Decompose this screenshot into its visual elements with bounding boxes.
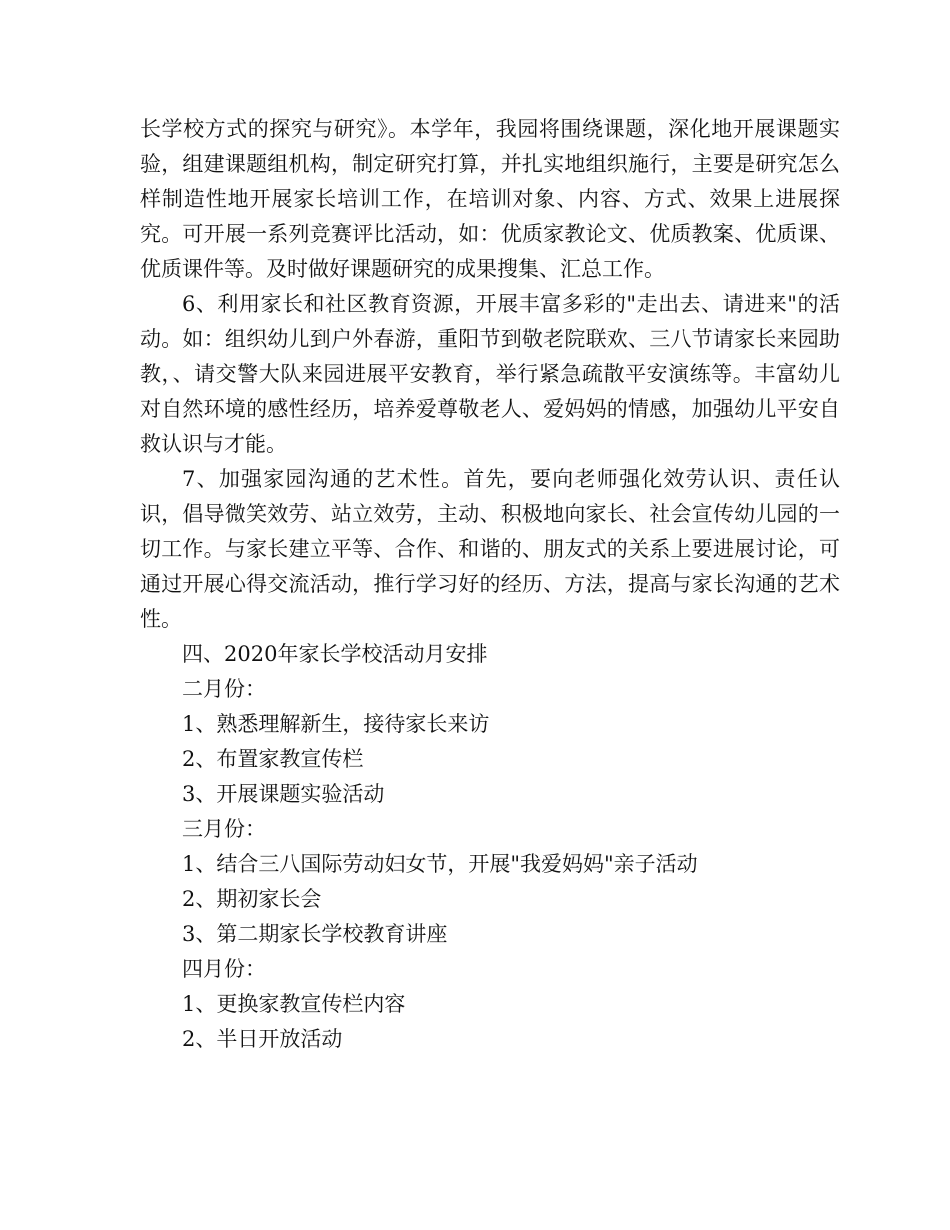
list-item: 1、更换家教宣传栏内容: [182, 992, 406, 1016]
list-item: 1、结合三八国际劳动妇女节，开展"我爱妈妈"亲子活动: [182, 852, 698, 876]
section-heading: 四、2020年家长学校活动月安排: [182, 642, 488, 666]
paragraph-item-7: 7、加强家园沟通的艺术性。首先，要向老师强化效劳认识、责任认识，倡导微笑效劳、站立效劳，主动、积极地向家长、社会宣传幼儿园的一切工作。与家长建立平等、合作、和谐的、朋友式的关系上要进展讨论，可通过开展心得交流活动，推行学习好的经历、方法，提高与家长沟通的艺术性。: [140, 467, 840, 631]
list-item: 1、熟悉理解新生，接待家长来访: [182, 712, 490, 736]
month-label-february: 二月份：: [182, 677, 266, 701]
document-body: [140, 112, 840, 1057]
list-item: 2、期初家长会: [182, 887, 322, 911]
list-item: 3、第二期家长学校教育讲座: [182, 922, 448, 946]
month-label-march: 三月份：: [182, 817, 266, 841]
paragraph-research: 长学校方式的探究与研究》。本学年，我园将围绕课题，深化地开展课题实验，组建课题组机构，制定研究打算，并扎实地组织施行，主要是研究怎么样制造性地开展家长培训工作，在培训对象、内容、方式、效果上进展探究。可开展一系列竞赛评比活动，如：优质家教论文、优质教案、优质课、优质课件等。及时做好课题研究的成果搜集、汇总工作。: [140, 117, 840, 281]
list-item: 2、半日开放活动: [182, 1027, 343, 1051]
paragraph-item-6: 6、利用家长和社区教育资源，开展丰富多彩的"走出去、请进来"的活动。如：组织幼儿到户外春游，重阳节到敬老院联欢、三八节请家长来园助教，、请交警大队来园进展平安教育，举行紧急疏散平安演练等。丰富幼儿对自然环境的感性经历，培养爱尊敬老人、爱妈妈的情感，加强幼儿平安自救认识与才能。: [140, 292, 840, 456]
list-item: 2、布置家教宣传栏: [182, 747, 364, 771]
list-item: 3、开展课题实验活动: [182, 782, 385, 806]
month-label-april: 四月份：: [182, 957, 266, 981]
